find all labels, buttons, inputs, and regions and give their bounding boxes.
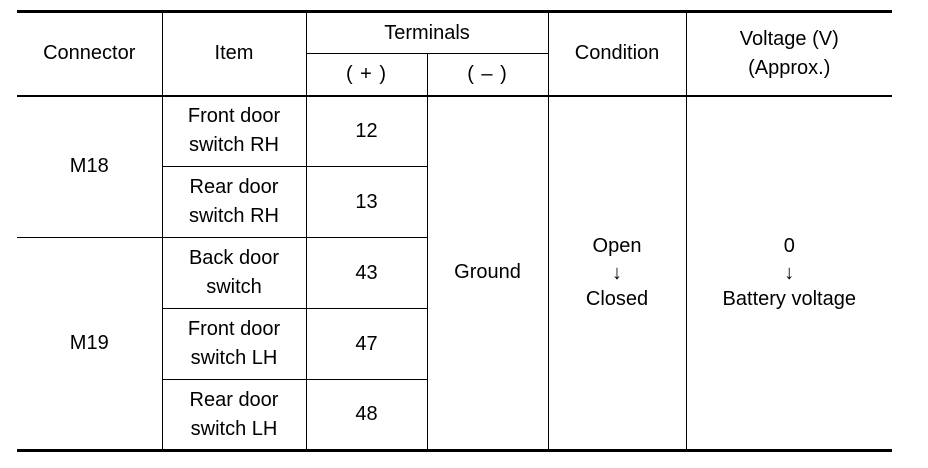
condition-cell bbox=[548, 96, 686, 451]
item-line1: Front door bbox=[187, 105, 281, 128]
header-item: Item bbox=[162, 12, 306, 96]
item-cell bbox=[162, 380, 306, 451]
voltage-from: 0 bbox=[783, 234, 795, 257]
item-line1: Rear door bbox=[189, 176, 279, 198]
header-minus: ( – ) bbox=[427, 54, 548, 96]
condition-to: Closed bbox=[585, 287, 649, 310]
item-line1: Rear door bbox=[189, 388, 279, 411]
terminal-inspection-table bbox=[17, 10, 892, 452]
plus-terminal-cell: 12 bbox=[306, 96, 427, 167]
minus-terminal-cell: Ground bbox=[427, 96, 548, 451]
connector-cell: M19 bbox=[17, 238, 162, 451]
header-connector: Connector bbox=[17, 12, 162, 96]
plus-terminal-cell: 47 bbox=[306, 309, 427, 380]
header-voltage-line1: Voltage (V) bbox=[739, 27, 839, 50]
arrow-down-icon: ↓ bbox=[784, 261, 795, 284]
item-line2: switch RH bbox=[188, 134, 279, 157]
voltage-cell bbox=[686, 96, 892, 451]
item-cell bbox=[162, 96, 306, 167]
item-line2: switch LH bbox=[190, 347, 278, 369]
connector-cell: M18 bbox=[17, 96, 162, 238]
header-plus: ( + ) bbox=[306, 54, 427, 96]
table bbox=[17, 10, 892, 452]
item-line1: Front door bbox=[187, 318, 281, 340]
item-line2: switch bbox=[206, 276, 262, 298]
header-condition: Condition bbox=[548, 12, 686, 96]
header-terminals: Terminals bbox=[306, 12, 548, 54]
item-line2: switch RH bbox=[188, 205, 279, 227]
header-voltage-line2: (Approx.) bbox=[748, 56, 831, 79]
item-cell bbox=[162, 238, 306, 309]
item-line2: switch LH bbox=[190, 417, 278, 440]
header-voltage bbox=[686, 12, 892, 96]
header-row-1 bbox=[17, 12, 892, 54]
item-cell bbox=[162, 167, 306, 238]
plus-terminal-cell: 13 bbox=[306, 167, 427, 238]
item-line1: Back door bbox=[188, 247, 280, 269]
condition-from: Open bbox=[592, 234, 642, 257]
arrow-down-icon: ↓ bbox=[612, 261, 623, 284]
voltage-to: Battery voltage bbox=[722, 287, 856, 310]
item-cell bbox=[162, 309, 306, 380]
plus-terminal-cell: 48 bbox=[306, 380, 427, 451]
table-row bbox=[17, 96, 892, 167]
plus-terminal-cell: 43 bbox=[306, 238, 427, 309]
